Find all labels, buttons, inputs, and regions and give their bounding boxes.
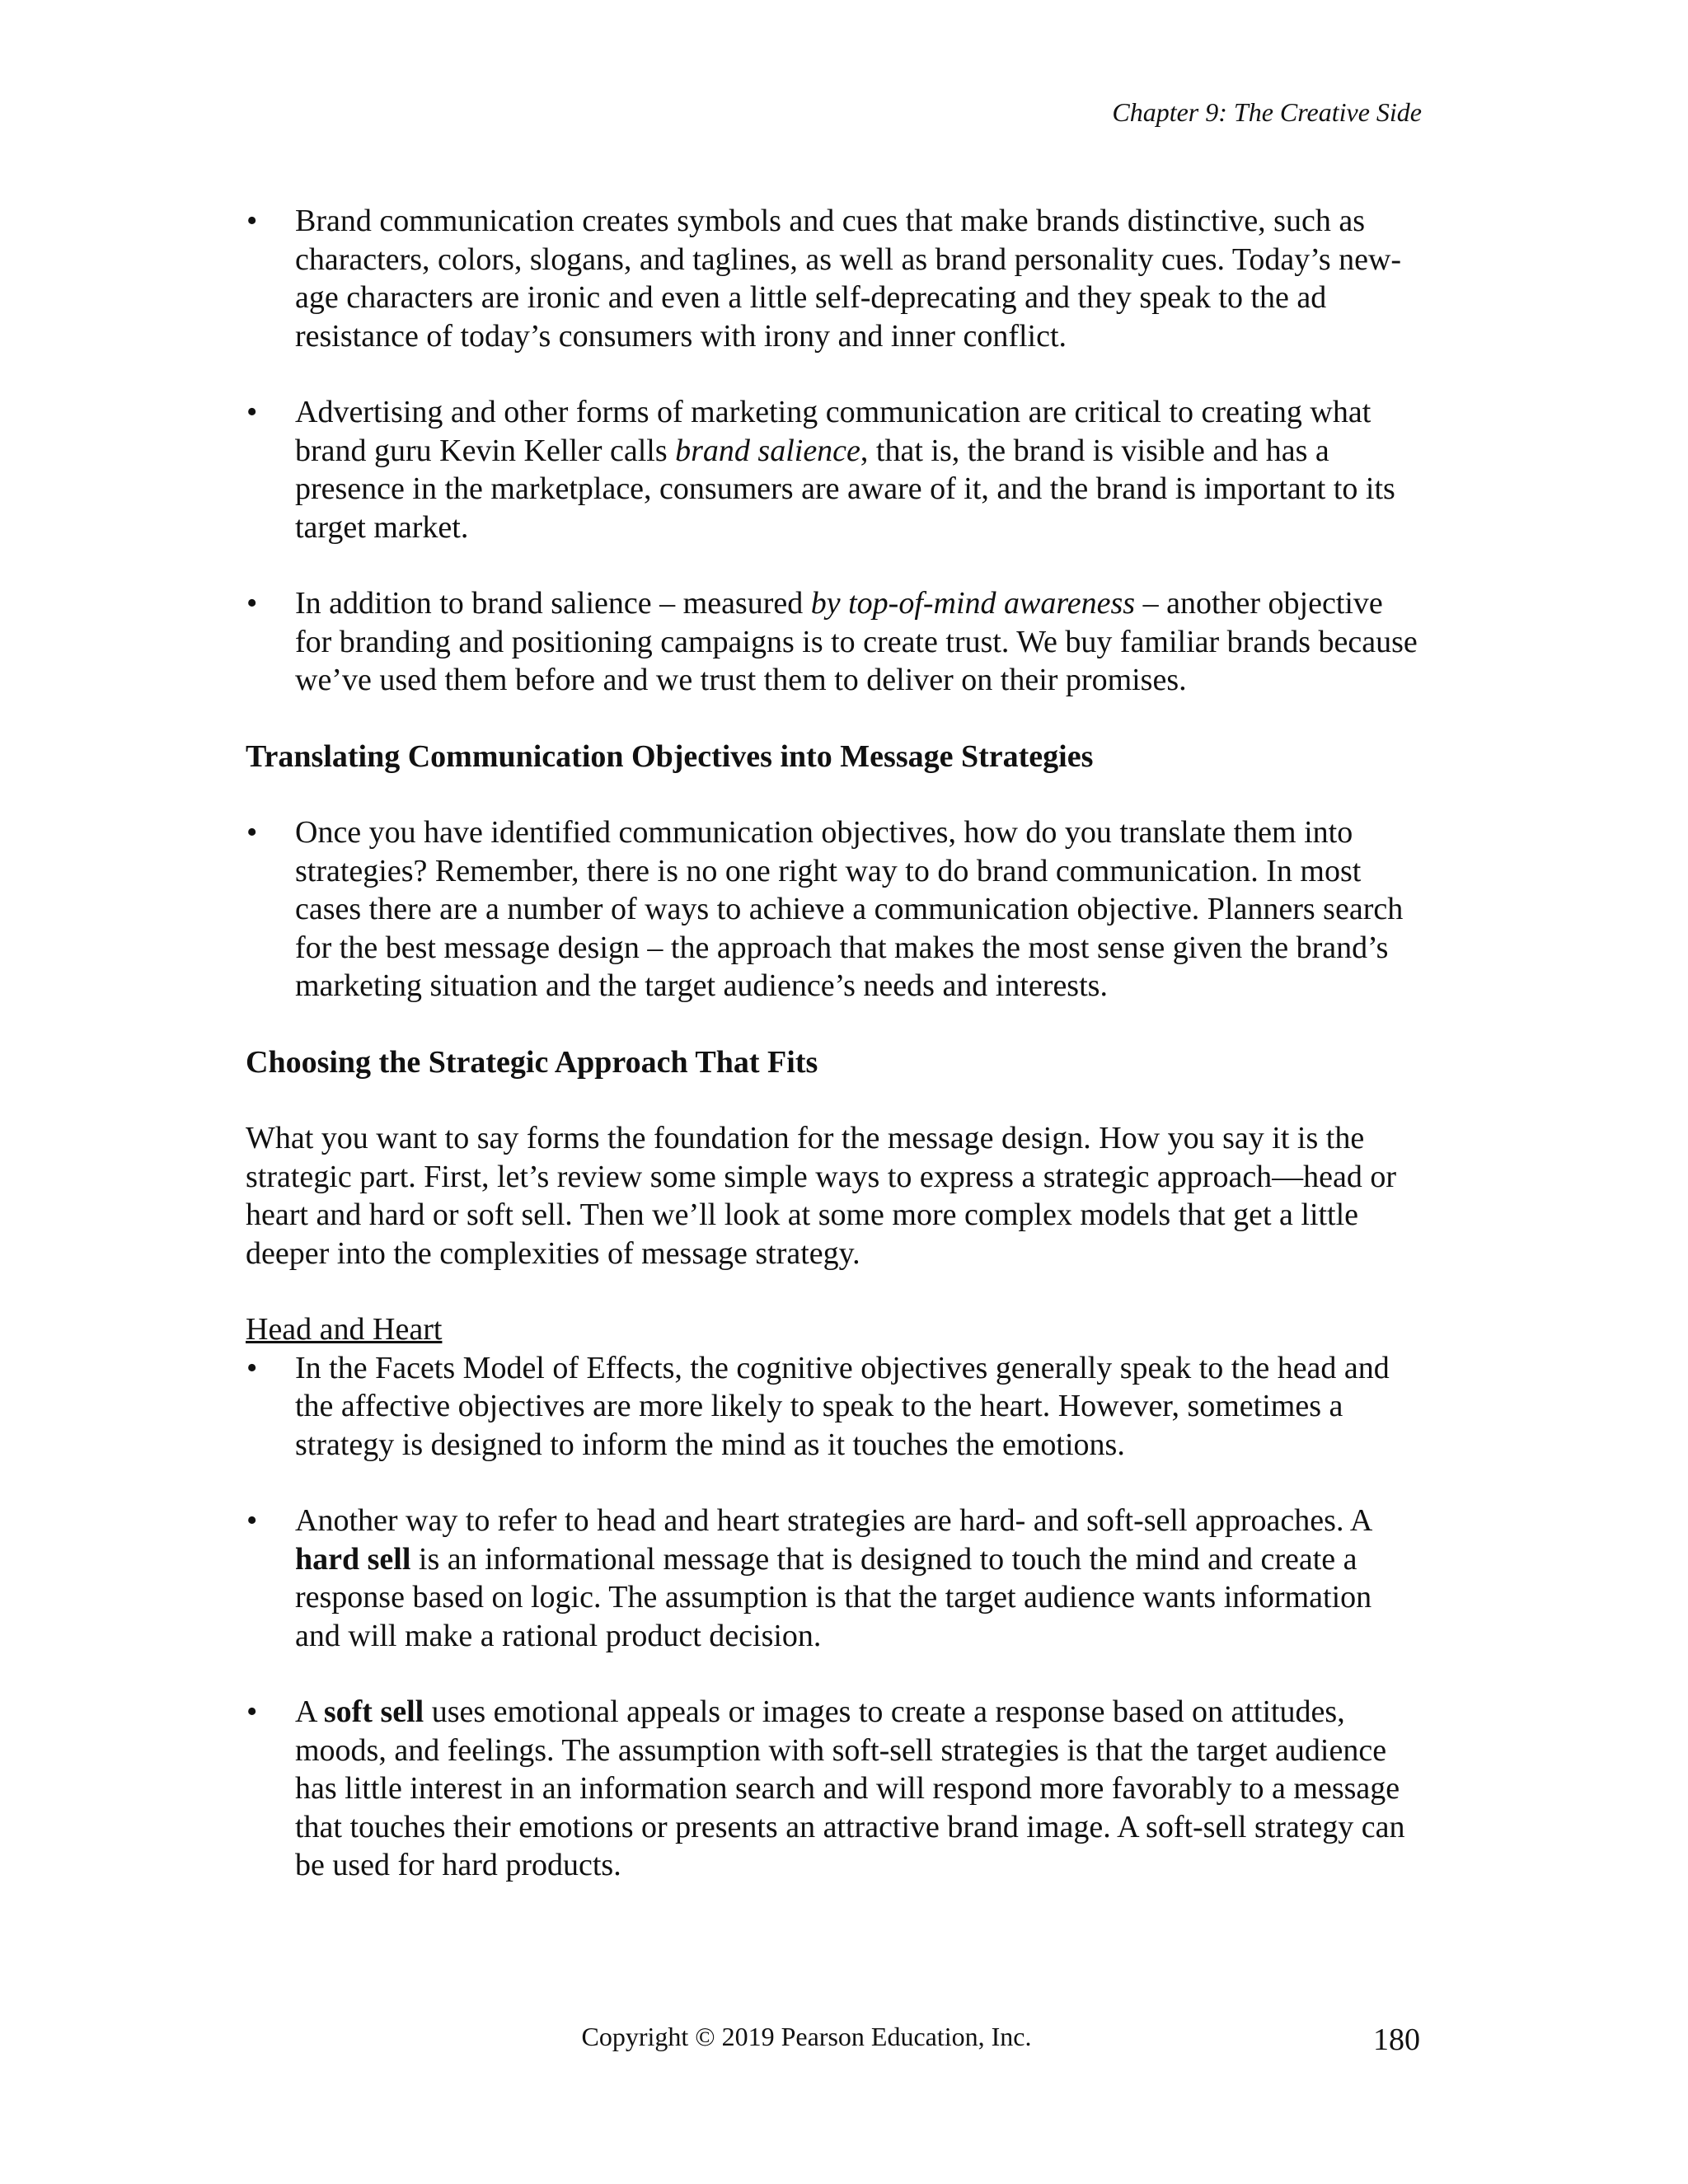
bullet-text: , that is, the brand is visible and has a presence in the marketplace, consumers are aware of it, and the brand is important to its target market. (295, 433, 1395, 545)
subheading-head-and-heart: Head and Heart (246, 1312, 443, 1347)
emphasis-top-of-mind: by top-of-mind awareness (810, 586, 1136, 621)
copyright-notice: Copyright © 2019 Pearson Education, Inc. (581, 2022, 1032, 2051)
bullet-text: Advertising and other forms of marketing communication are critical to creating what brand guru Kevin Keller calls (295, 395, 1372, 468)
page-number: 180 (1373, 2022, 1420, 2057)
page-body (246, 202, 1424, 1885)
bullet-facets-model: • In the Facets Model of Effects, the cognitive objectives generally speak to the head and the affective objectives are more likely to speak to the heart. However, sometimes a strategy is designed to inform the mind as it touches the emotions. (246, 1349, 1424, 1465)
bullet-brand-symbols: • Brand communication creates symbols and cues that make brands distinctive, such as characters, colors, slogans, and taglines, as well as brand personality cues. Today’s new-age characters are ironic and even a little self-deprecating and they speak to the ad resistance of today’s consumers with irony and inner conflict. (246, 202, 1424, 355)
term-hard-sell: hard sell (295, 1541, 411, 1577)
bullet-text: A (295, 1694, 324, 1729)
bullet-text: is an informational message that is designed to touch the mind and create a response based on logic. The assumption is that the target audience wants information and will make a rational product decision. (295, 1541, 1372, 1653)
section-heading-translating: Translating Communication Objectives into Message Strategies (246, 738, 1094, 774)
bullet-translate-objectives: • Once you have identified communication objectives, how do you translate them into strategies? Remember, there is no one right way to do brand communication. In most cases there are a number of ways to achieve a communication objective. Planners search for the best message design – the approach that makes the most sense given the brand’s marketing situation and the target audience’s needs and interests. (246, 813, 1424, 1005)
bullet-text: uses emotional appeals or images to create a response based on attitudes, moods, and feelings. The assumption with soft-sell strategies is that the target audience has little interest in an information search and will respond more favorably to a message that touches their emotions or presents an attractive brand image. A soft-sell strategy can be used for hard products. (295, 1694, 1405, 1882)
section-heading-choosing: Choosing the Strategic Approach That Fits (246, 1044, 818, 1080)
paragraph-strategic-approach: What you want to say forms the foundation for the message design. How you say it is the strategic part. First, let’s review some simple ways to express a strategic approach—head or heart and hard or soft sell. Then we’ll look at some more complex models that get a little deeper into the complexities of message strategy. (246, 1121, 1397, 1271)
term-soft-sell: soft sell (323, 1694, 424, 1729)
bullet-text: – another objective for branding and positioning campaigns is to create trust. We buy familiar brands because we’ve used them before and we trust them to deliver on their promises. (295, 586, 1418, 697)
bullet-text: Another way to refer to head and heart strategies are hard- and soft-sell approaches. A (295, 1503, 1372, 1538)
running-header: Chapter 9: The Creative Side (1112, 97, 1422, 127)
bullet-create-trust (246, 584, 1424, 700)
bullet-hard-sell (246, 1502, 1424, 1655)
bullet-soft-sell (246, 1693, 1424, 1885)
bullet-text: In addition to brand salience – measured (295, 586, 811, 621)
bullet-brand-salience (246, 393, 1424, 546)
emphasis-brand-salience: brand salience (675, 433, 860, 468)
